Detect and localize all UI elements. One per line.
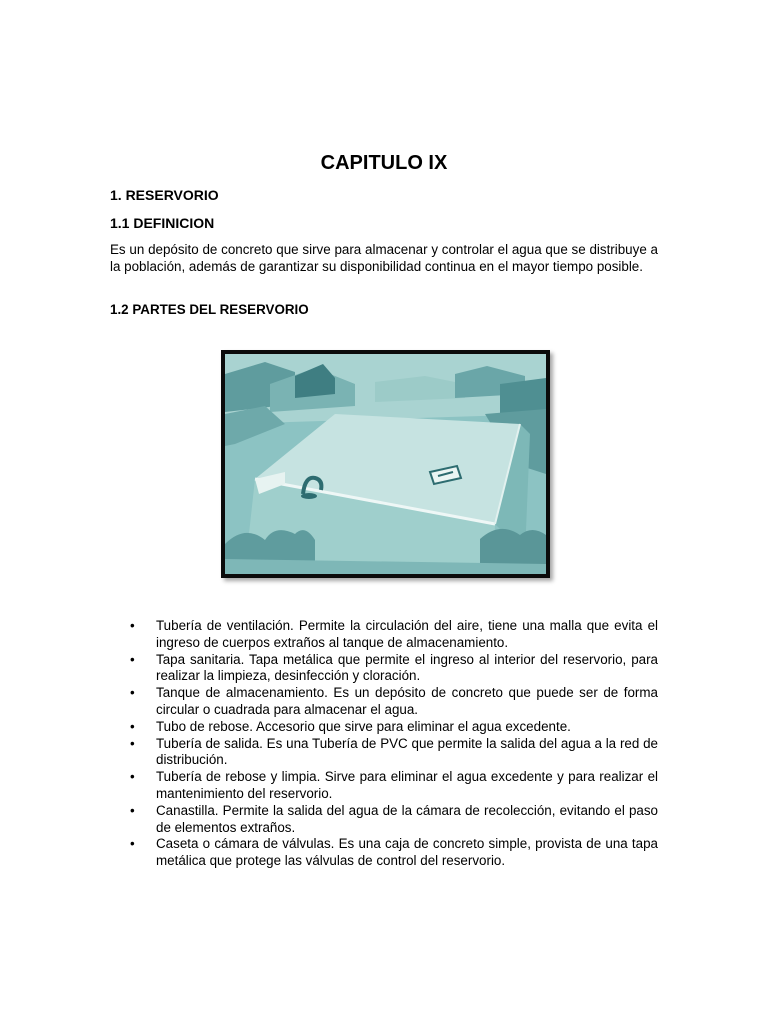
bullet-icon: • xyxy=(130,651,135,667)
bullet-icon: • xyxy=(130,836,135,852)
list-item xyxy=(130,685,658,719)
section-heading-definicion: 1.1 DEFINICION xyxy=(110,215,215,231)
list-item xyxy=(130,836,658,870)
section-heading-reservorio: 1. RESERVORIO xyxy=(110,187,219,203)
list-item xyxy=(130,803,658,837)
list-item-text: Tapa sanitaria. Tapa metálica que permite el ingreso al interior del reservorio, para realizar la limpieza, desinfección y cloración. xyxy=(156,651,658,684)
list-item-text: Tanque de almacenamiento. Es un depósito de concreto que puede ser de forma circular o cuadrada para almacenar el agua. xyxy=(156,685,658,717)
bullet-icon: • xyxy=(130,735,135,751)
bullet-icon: • xyxy=(130,618,135,633)
list-item xyxy=(130,719,658,736)
list-item-text: Tubería de ventilación. Permite la circulación del aire, tiene una malla que evita el ingreso de cuerpos extraños al tanque de almacenamiento. xyxy=(156,618,658,650)
list-item xyxy=(130,652,658,686)
list-item xyxy=(130,618,658,652)
bullet-icon: • xyxy=(130,802,135,818)
reservoir-photo xyxy=(221,350,550,578)
list-item-text: Tubería de rebose y limpia. Sirve para eliminar el agua excedente y para realizar el mantenimiento del reservorio. xyxy=(156,769,658,801)
parts-list xyxy=(130,618,658,870)
list-item-text: Tubo de rebose. Accesorio que sirve para eliminar el agua excedente. xyxy=(156,718,571,734)
bullet-icon: • xyxy=(130,685,135,701)
reservoir-illustration xyxy=(225,354,546,574)
bullet-icon: • xyxy=(130,769,135,785)
list-item-text: Canastilla. Permite la salida del agua de la cámara de recolección, evitando el paso de elementos extraños. xyxy=(156,802,658,835)
bullet-icon: • xyxy=(130,718,135,734)
list-item-text: Caseta o cámara de válvulas. Es una caja de concreto simple, provista de una tapa metálica que protege las válvulas de control del reservorio. xyxy=(156,836,658,869)
list-item xyxy=(130,769,658,803)
chapter-title: CAPITULO IX xyxy=(320,152,448,174)
definition-paragraph: Es un depósito de concreto que sirve para almacenar y controlar el agua que se distribuye a la población, además de garantizar su disponibilidad continua en el mayor tiempo posible. xyxy=(110,242,658,274)
list-item-text: Tubería de salida. Es una Tubería de PVC que permite la salida del agua a la red de distribución. xyxy=(156,735,658,768)
section-heading-partes: 1.2 PARTES DEL RESERVORIO xyxy=(110,302,309,317)
list-item xyxy=(130,736,658,770)
